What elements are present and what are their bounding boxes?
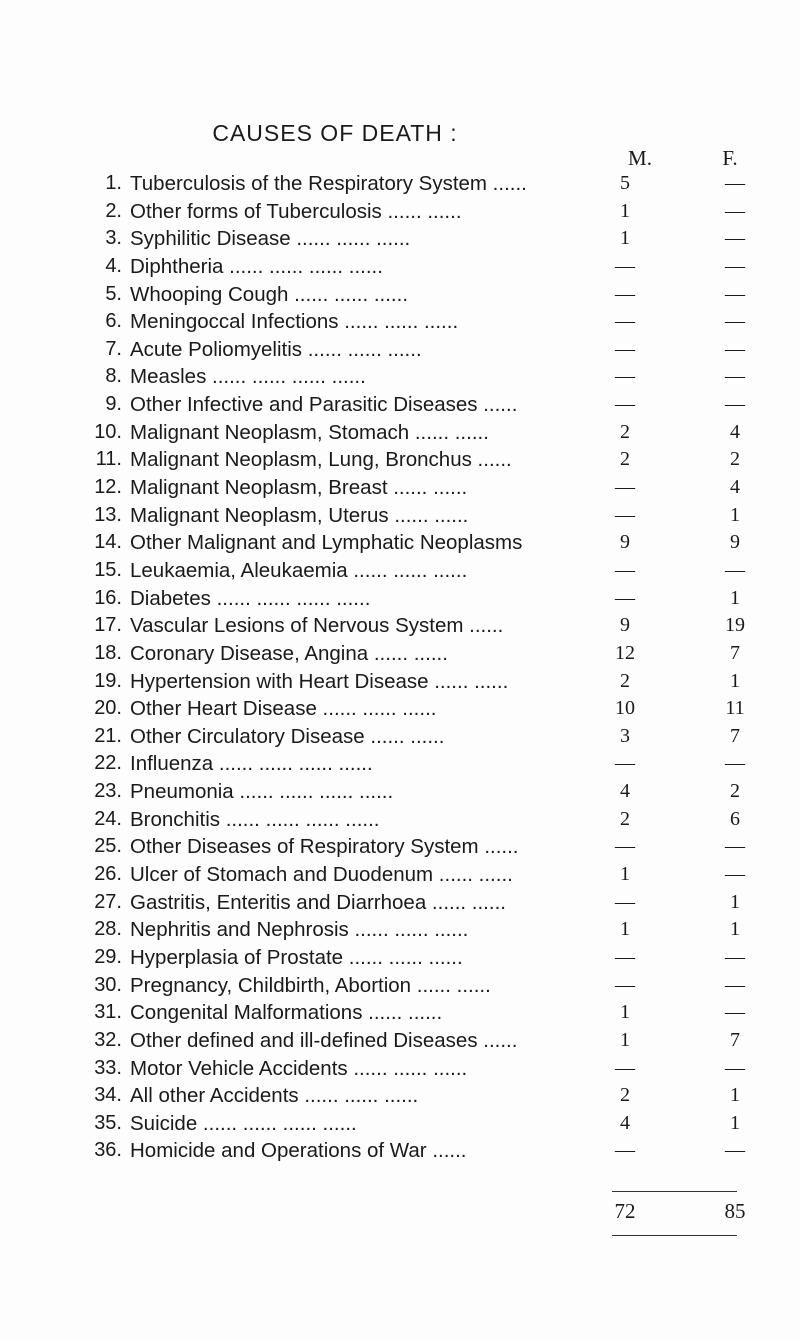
table-row <box>0 668 800 696</box>
female-count: 1 <box>730 586 740 609</box>
cause-label: Other Diseases of Respiratory System ...... <box>130 835 519 859</box>
female-count: 1 <box>730 918 740 941</box>
row-number: 4. <box>105 254 122 277</box>
table-row <box>0 1137 800 1165</box>
table-row <box>0 557 800 585</box>
cause-label: Tuberculosis of the Respiratory System ...... <box>130 172 527 195</box>
table-row <box>0 474 800 502</box>
row-number: 6. <box>105 310 122 333</box>
male-count: — <box>615 393 635 416</box>
female-count: — <box>725 282 745 305</box>
table-row <box>0 640 800 668</box>
male-count: — <box>615 310 635 333</box>
cause-label: Leukaemia, Aleukaemia ...... ...... ...... <box>130 558 468 582</box>
cause-label: Bronchitis ...... ...... ...... ...... <box>130 807 380 831</box>
row-number: 5. <box>105 282 122 305</box>
male-count: 1 <box>620 918 630 941</box>
female-count: — <box>725 310 745 333</box>
cause-label: Other Malignant and Lymphatic Neoplasms <box>130 531 523 555</box>
cause-label: Gastritis, Enteritis and Diarrhoea ...... ...... <box>130 890 506 914</box>
cause-label: Diabetes ...... ...... ...... ...... <box>130 586 371 610</box>
cause-label: Diphtheria ...... ...... ...... ...... <box>130 254 383 278</box>
row-number: 3. <box>105 227 122 250</box>
row-number: 16. <box>94 586 122 609</box>
table-row <box>0 225 800 253</box>
table-row <box>0 944 800 972</box>
table-row <box>0 1055 800 1083</box>
table-row <box>0 861 800 889</box>
male-count: — <box>615 586 635 609</box>
cause-label: Congenital Malformations ...... ...... <box>130 1001 443 1025</box>
page-title: CAUSES OF DEATH : <box>212 120 458 146</box>
row-number: 28. <box>94 918 122 941</box>
cause-label: Coronary Disease, Angina ...... ...... <box>130 641 448 665</box>
cause-label: Influenza ...... ...... ...... ...... <box>130 752 373 776</box>
table-row <box>0 972 800 1000</box>
female-count: 4 <box>730 476 740 499</box>
male-count: 1 <box>620 199 630 222</box>
table-row <box>0 999 800 1027</box>
cause-label: Other forms of Tuberculosis ...... ...... <box>130 199 462 223</box>
table-row <box>0 723 800 751</box>
table-row <box>0 336 800 364</box>
female-count: 1 <box>730 890 740 913</box>
row-number: 24. <box>94 807 122 830</box>
table-row <box>0 750 800 778</box>
row-number: 33. <box>94 1056 122 1079</box>
female-count: 7 <box>730 724 740 747</box>
female-count: 1 <box>730 503 740 526</box>
row-number: 13. <box>94 503 122 526</box>
female-count: 1 <box>730 1111 740 1134</box>
row-number: 2. <box>105 199 122 222</box>
cause-label: Measles ...... ...... ...... ...... <box>130 365 366 389</box>
table-row <box>0 889 800 917</box>
row-number: 8. <box>105 365 122 388</box>
column-header-male: M. <box>628 146 652 170</box>
female-count: 7 <box>730 641 740 664</box>
row-number: 14. <box>94 531 122 554</box>
male-count: 3 <box>620 724 630 747</box>
male-count: — <box>615 1139 635 1162</box>
female-count: 11 <box>725 697 745 720</box>
row-number: 26. <box>94 863 122 886</box>
cause-label: Nephritis and Nephrosis ...... ...... ...... <box>130 918 469 942</box>
row-number: 1. <box>105 172 122 194</box>
table-row <box>0 806 800 834</box>
male-count: — <box>615 835 635 858</box>
female-count: — <box>725 1139 745 1162</box>
female-count: — <box>725 1001 745 1024</box>
table-row <box>0 391 800 419</box>
table-row <box>0 253 800 281</box>
column-header-female: F. <box>722 146 738 170</box>
table-row <box>0 502 800 530</box>
male-count: 2 <box>620 669 630 692</box>
female-count: — <box>725 227 745 250</box>
cause-label: Other Circulatory Disease ...... ...... <box>130 724 445 748</box>
row-number: 9. <box>105 393 122 416</box>
female-count: — <box>725 172 745 194</box>
male-count: — <box>615 1056 635 1079</box>
table-row <box>0 281 800 309</box>
cause-label: Vascular Lesions of Nervous System ...... <box>130 614 504 638</box>
male-count: 1 <box>620 227 630 250</box>
male-count: 1 <box>620 863 630 886</box>
table-row <box>0 170 800 198</box>
male-count: 12 <box>615 641 635 664</box>
cause-label: Pregnancy, Childbirth, Abortion ...... ...... <box>130 973 491 997</box>
causes-table <box>0 170 800 1165</box>
table-row <box>0 308 800 336</box>
cause-label: Malignant Neoplasm, Breast ...... ...... <box>130 476 468 500</box>
total-rule-bottom <box>612 1235 737 1236</box>
cause-label: Whooping Cough ...... ...... ...... <box>130 282 409 306</box>
row-number: 23. <box>94 780 122 803</box>
cause-label: All other Accidents ...... ...... ...... <box>130 1084 419 1108</box>
cause-label: Suicide ...... ...... ...... ...... <box>130 1111 357 1135</box>
male-count: 9 <box>620 531 630 554</box>
row-number: 34. <box>94 1084 122 1107</box>
table-row <box>0 833 800 861</box>
female-count: 19 <box>725 614 745 637</box>
female-count: — <box>725 558 745 581</box>
female-count: 2 <box>730 780 740 803</box>
male-count: 2 <box>620 420 630 443</box>
row-number: 35. <box>94 1111 122 1134</box>
table-row <box>0 419 800 447</box>
male-count: — <box>615 945 635 968</box>
male-count: 1 <box>620 1001 630 1024</box>
table-row <box>0 198 800 226</box>
male-count: 5 <box>620 172 630 194</box>
male-count: 9 <box>620 614 630 637</box>
female-count: — <box>725 254 745 277</box>
cause-label: Malignant Neoplasm, Uterus ...... ...... <box>130 503 469 527</box>
cause-label: Ulcer of Stomach and Duodenum ...... ...... <box>130 863 513 887</box>
female-count: 4 <box>730 420 740 443</box>
table-row <box>0 612 800 640</box>
male-count: — <box>615 254 635 277</box>
table-row <box>0 778 800 806</box>
female-count: — <box>725 863 745 886</box>
male-count: — <box>615 752 635 775</box>
female-count: — <box>725 945 745 968</box>
male-count: 2 <box>620 1084 630 1107</box>
table-row <box>0 585 800 613</box>
table-row <box>0 1027 800 1055</box>
female-count: — <box>725 365 745 388</box>
female-count: — <box>725 752 745 775</box>
male-count: 2 <box>620 807 630 830</box>
row-number: 12. <box>94 476 122 499</box>
cause-label: Meningoccal Infections ...... ...... ...... <box>130 310 459 334</box>
table-row <box>0 446 800 474</box>
row-number: 25. <box>94 835 122 858</box>
row-number: 19. <box>94 669 122 692</box>
row-number: 11. <box>95 448 122 471</box>
cause-label: Hyperplasia of Prostate ...... ...... ...... <box>130 945 463 969</box>
male-count: — <box>615 890 635 913</box>
cause-label: Malignant Neoplasm, Lung, Bronchus ...... <box>130 448 512 472</box>
male-count: — <box>615 476 635 499</box>
male-count: — <box>615 282 635 305</box>
row-number: 20. <box>94 697 122 720</box>
cause-label: Malignant Neoplasm, Stomach ...... ...... <box>130 420 489 444</box>
cause-label: Other Infective and Parasitic Diseases ...... <box>130 393 518 417</box>
male-count: 1 <box>620 1028 630 1051</box>
row-number: 29. <box>94 945 122 968</box>
table-row <box>0 916 800 944</box>
row-number: 18. <box>94 641 122 664</box>
table-row <box>0 529 800 557</box>
row-number: 36. <box>94 1139 122 1162</box>
row-number: 15. <box>94 558 122 581</box>
female-count: — <box>725 1056 745 1079</box>
male-count: 4 <box>620 780 630 803</box>
male-count: 10 <box>615 697 635 720</box>
female-count: 6 <box>730 807 740 830</box>
cause-label: Pneumonia ...... ...... ...... ...... <box>130 780 394 804</box>
male-count: 4 <box>620 1111 630 1134</box>
male-count: 2 <box>620 448 630 471</box>
total-female: 85 <box>724 1199 746 1223</box>
row-number: 30. <box>94 973 122 996</box>
row-number: 17. <box>94 614 122 637</box>
female-count: — <box>725 393 745 416</box>
table-row <box>0 363 800 391</box>
female-count: 1 <box>730 1084 740 1107</box>
table-row <box>0 1110 800 1138</box>
row-number: 27. <box>94 890 122 913</box>
table-row <box>0 695 800 723</box>
cause-label: Other Heart Disease ...... ...... ...... <box>130 697 437 721</box>
row-number: 31. <box>94 1001 122 1024</box>
total-rule-top <box>612 1191 737 1192</box>
female-count: — <box>725 337 745 360</box>
female-count: 1 <box>730 669 740 692</box>
female-count: 9 <box>730 531 740 554</box>
row-number: 22. <box>94 752 122 775</box>
cause-label: Motor Vehicle Accidents ...... ...... ...... <box>130 1056 468 1080</box>
female-count: — <box>725 199 745 222</box>
female-count: 2 <box>730 448 740 471</box>
cause-label: Other defined and ill-defined Diseases ...... <box>130 1028 518 1052</box>
male-count: — <box>615 503 635 526</box>
male-count: — <box>615 365 635 388</box>
table-row <box>0 1082 800 1110</box>
cause-label: Acute Poliomyelitis ...... ...... ...... <box>130 337 422 361</box>
female-count: — <box>725 973 745 996</box>
row-number: 21. <box>94 724 122 747</box>
cause-label: Homicide and Operations of War ...... <box>130 1139 467 1163</box>
row-number: 32. <box>94 1028 122 1051</box>
cause-label: Hypertension with Heart Disease ...... ...... <box>130 669 509 693</box>
female-count: 7 <box>730 1028 740 1051</box>
row-number: 7. <box>105 337 122 360</box>
cause-label: Syphilitic Disease ...... ...... ...... <box>130 227 411 251</box>
row-number: 10. <box>94 420 122 443</box>
male-count: — <box>615 337 635 360</box>
female-count: — <box>725 835 745 858</box>
male-count: — <box>615 973 635 996</box>
male-count: — <box>615 558 635 581</box>
total-male: 72 <box>614 1199 636 1223</box>
